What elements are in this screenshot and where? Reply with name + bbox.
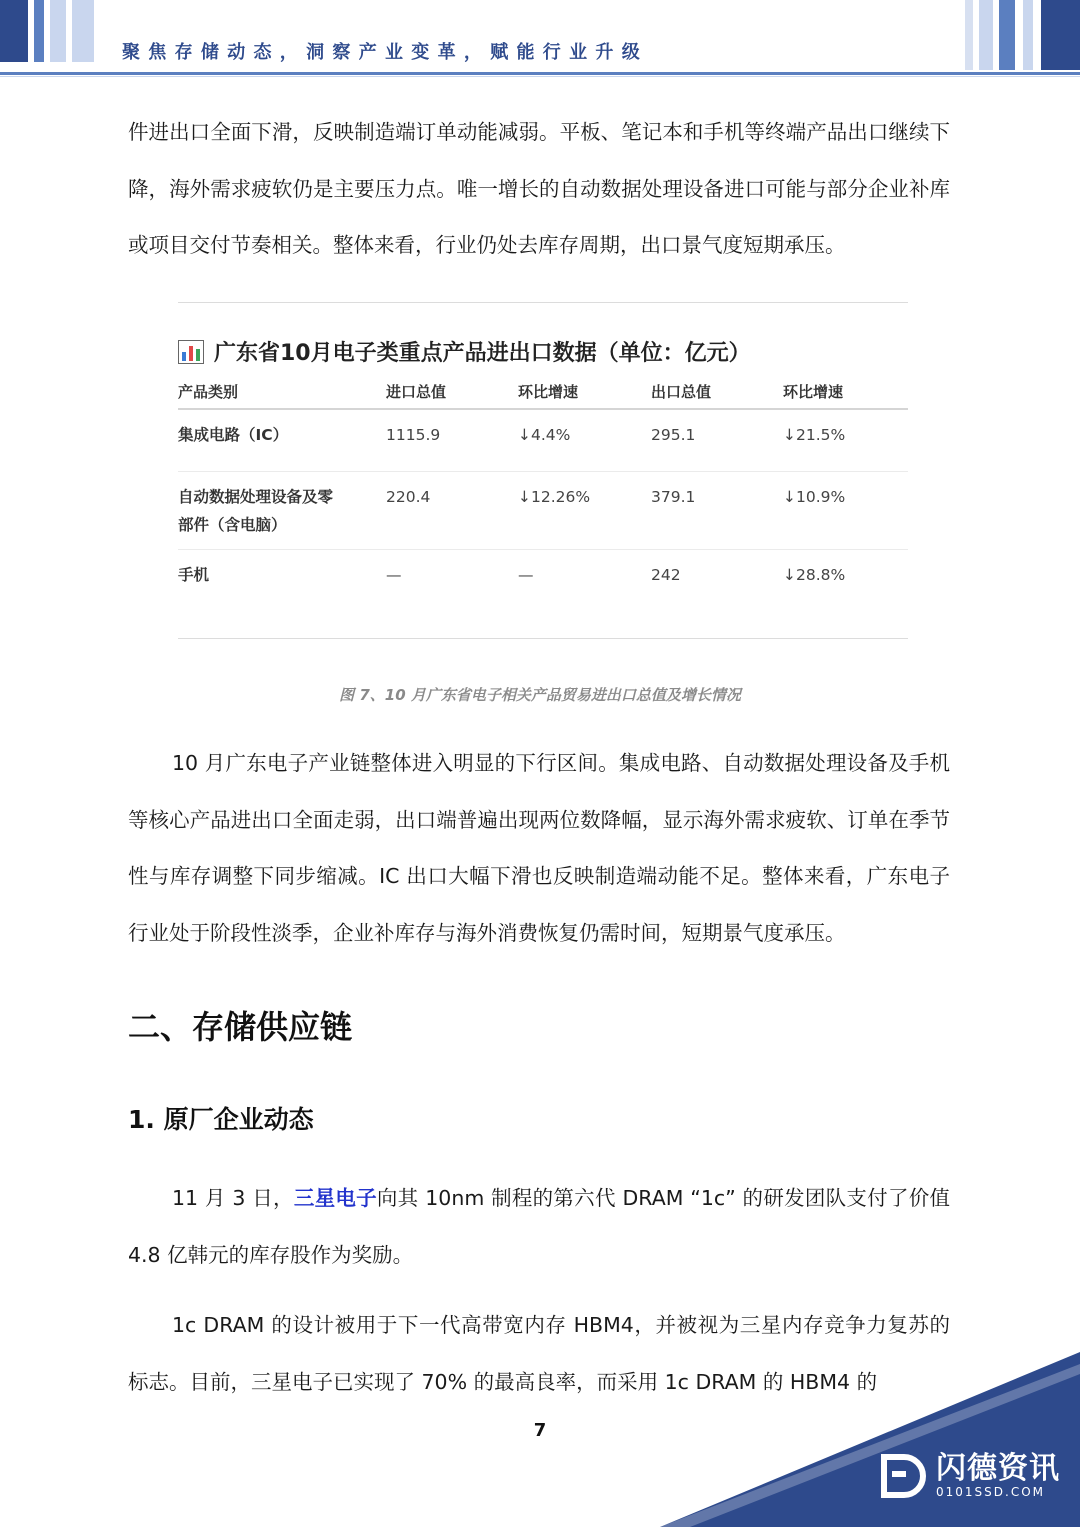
figure-caption: 图 7、10 月广东省电子相关产品贸易进出口总值及增长情况	[339, 686, 741, 704]
intro-paragraph: 件进出口全面下滑，反映制造端订单动能减弱。平板、笔记本和手机等终端产品出口继续下降，海外需求疲软仍是主要压力点。唯一增长的自动数据处理设备进口可能与部分企业补库或项目交付节奏相关。整体来看，行业仍处去库存周期，出口景气度短期承压。	[128, 120, 950, 257]
table-cell: 1115.9	[386, 409, 518, 472]
column-header: 环比增速	[783, 374, 908, 409]
news-paragraph-2: 1c DRAM 的设计被用于下一代高带宽内存 HBM4，并被视为三星内存竞争力复苏的标志。目前，三星电子已实现了 70% 的最高良率，而采用 1c DRAM 的 HBM4 的	[128, 1313, 950, 1394]
header-decoration-left	[0, 0, 100, 62]
header-slogan: 聚焦存储动态，洞察产业变革，赋能行业升级	[122, 42, 648, 63]
column-header: 环比增速	[518, 374, 651, 409]
table-row	[178, 472, 908, 550]
table-cell: 手机	[178, 566, 210, 584]
analysis-paragraph: 10 月广东电子产业链整体进入明显的下行区间。集成电路、自动数据处理设备及手机等核心产品进出口全面走弱，出口端普遍出现两位数降幅，显示海外需求疲软、订单在季节性与库存调整下同步缩减。IC 出口大幅下滑也反映制造端动能不足。整体来看，广东电子行业处于阶段性淡季，企业补库存与海外消费恢复仍需时间，短期景气度承压。	[128, 751, 950, 945]
column-header: 产品类别	[178, 374, 386, 409]
brand-logo	[878, 1451, 1060, 1501]
bar-chart-icon	[178, 340, 204, 364]
figure-table	[178, 302, 908, 639]
table-cell: ↓12.26%	[518, 472, 651, 550]
table-cell: 242	[651, 566, 681, 584]
figure-title	[178, 336, 751, 367]
news-paragraph-1	[128, 1170, 950, 1283]
news-body: 向其 10nm 制程的第六代 DRAM “1c” 的研发团队支付了价值 4.8 亿韩元的库存股作为奖励。	[128, 1186, 950, 1267]
header-rule	[0, 72, 1080, 75]
table-header-row	[178, 374, 908, 409]
news-date: 11 月 3 日，	[172, 1186, 294, 1210]
table-cell: 295.1	[651, 409, 783, 472]
header-rule-light	[0, 76, 1080, 77]
logo-mark-icon	[878, 1451, 928, 1501]
column-header: 进口总值	[386, 374, 518, 409]
header-decoration-right	[965, 0, 1080, 70]
logo-url: 0101SSD.COM	[936, 1485, 1046, 1499]
table-row	[178, 409, 908, 472]
table-cell: 自动数据处理设备及零部件（含电脑）	[178, 472, 386, 550]
company-link[interactable]: 三星电子	[293, 1186, 377, 1210]
table-cell: 220.4	[386, 472, 518, 550]
page-number: 7	[533, 1420, 547, 1441]
figure-title-text: 广东省10月电子类重点产品进出口数据（单位：亿元）	[214, 341, 751, 366]
figure-top-rule	[178, 302, 908, 303]
column-header: 出口总值	[651, 374, 783, 409]
table-cell: 379.1	[651, 472, 783, 550]
subsection-heading: 1. 原厂企业动态	[128, 1105, 314, 1134]
table-cell: ↓21.5%	[783, 409, 908, 472]
table-cell: ↓28.8%	[783, 566, 846, 584]
section-heading: 二、存储供应链	[128, 1008, 353, 1046]
table-cell: —	[518, 566, 534, 584]
logo-name: 闪德资讯	[936, 1451, 1060, 1486]
trade-data-table	[178, 374, 908, 607]
table-cell: ↓10.9%	[783, 472, 908, 550]
figure-bottom-rule	[178, 638, 908, 639]
table-row	[178, 550, 908, 608]
table-cell: 集成电路（IC）	[178, 409, 386, 472]
table-cell: —	[386, 566, 402, 584]
table-cell: ↓4.4%	[518, 409, 651, 472]
